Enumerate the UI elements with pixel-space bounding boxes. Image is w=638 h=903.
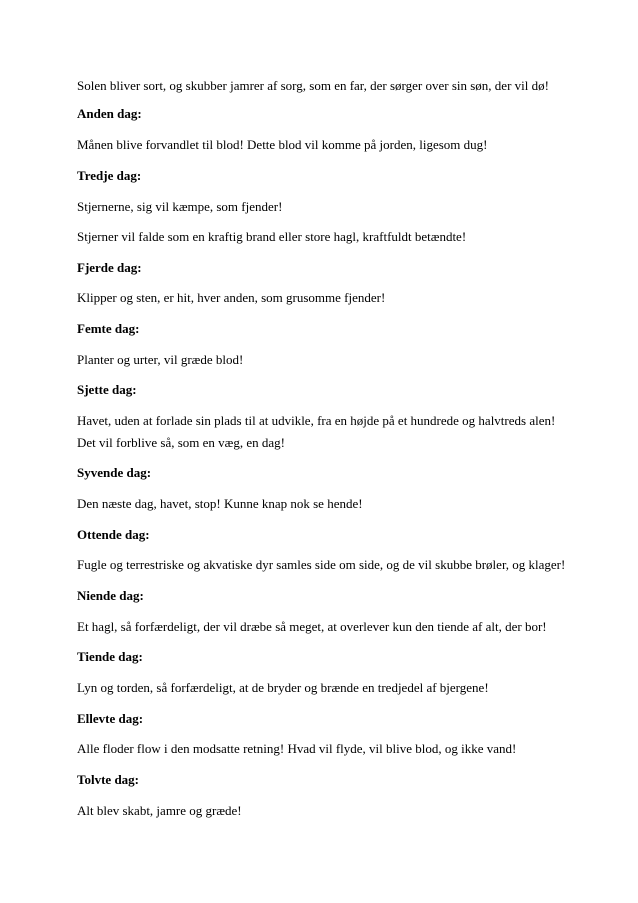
intro-paragraph: Solen bliver sort, og skubber jamrer af sorg, som en far, der sørger over sin søn, der vil dø! xyxy=(77,78,549,93)
day-heading: Syvende dag: xyxy=(77,465,152,480)
day-paragraph: Fugle og terrestriske og akvatiske dyr samles side om side, og de vil skubbe brøler, og klager! xyxy=(77,557,566,572)
day-paragraph: Stjernerne, sig vil kæmpe, som fjender! xyxy=(77,199,283,214)
day-paragraph: Et hagl, så forfærdeligt, der vil dræbe så meget, at overlever kun den tiende af alt, der bor! xyxy=(77,619,547,634)
day-heading: Sjette dag: xyxy=(77,382,137,397)
day-paragraph: Alle floder flow i den modsatte retning! Hvad vil flyde, vil blive blod, og ikke vand! xyxy=(77,741,517,756)
day-paragraph: Havet, uden at forlade sin plads til at udvikle, fra en højde på et hundrede og halvtreds alen! xyxy=(77,413,556,428)
day-heading: Tolvte dag: xyxy=(77,772,139,787)
day-heading: Femte dag: xyxy=(77,321,140,336)
day-heading: Tredje dag: xyxy=(77,168,142,183)
day-paragraph: Klipper og sten, er hit, hver anden, som grusomme fjender! xyxy=(77,290,386,305)
day-paragraph: Planter og urter, vil græde blod! xyxy=(77,352,244,367)
day-paragraph: Alt blev skabt, jamre og græde! xyxy=(77,803,242,818)
day-heading: Ellevte dag: xyxy=(77,711,144,726)
day-paragraph: Lyn og torden, så forfærdeligt, at de bryder og brænde en tredjedel af bjergene! xyxy=(77,680,489,695)
day-paragraph: Det vil forblive så, som en væg, en dag! xyxy=(77,435,285,450)
day-paragraph: Månen blive forvandlet til blod! Dette blod vil komme på jorden, ligesom dug! xyxy=(77,137,488,152)
day-paragraph: Stjerner vil falde som en kraftig brand eller store hagl, kraftfuldt betændte! xyxy=(77,229,467,244)
day-heading: Fjerde dag: xyxy=(77,260,142,275)
day-heading: Anden dag: xyxy=(77,106,142,121)
day-paragraph: Den næste dag, havet, stop! Kunne knap nok se hende! xyxy=(77,496,363,511)
day-heading: Ottende dag: xyxy=(77,527,150,542)
day-heading: Tiende dag: xyxy=(77,649,143,664)
day-heading: Niende dag: xyxy=(77,588,144,603)
